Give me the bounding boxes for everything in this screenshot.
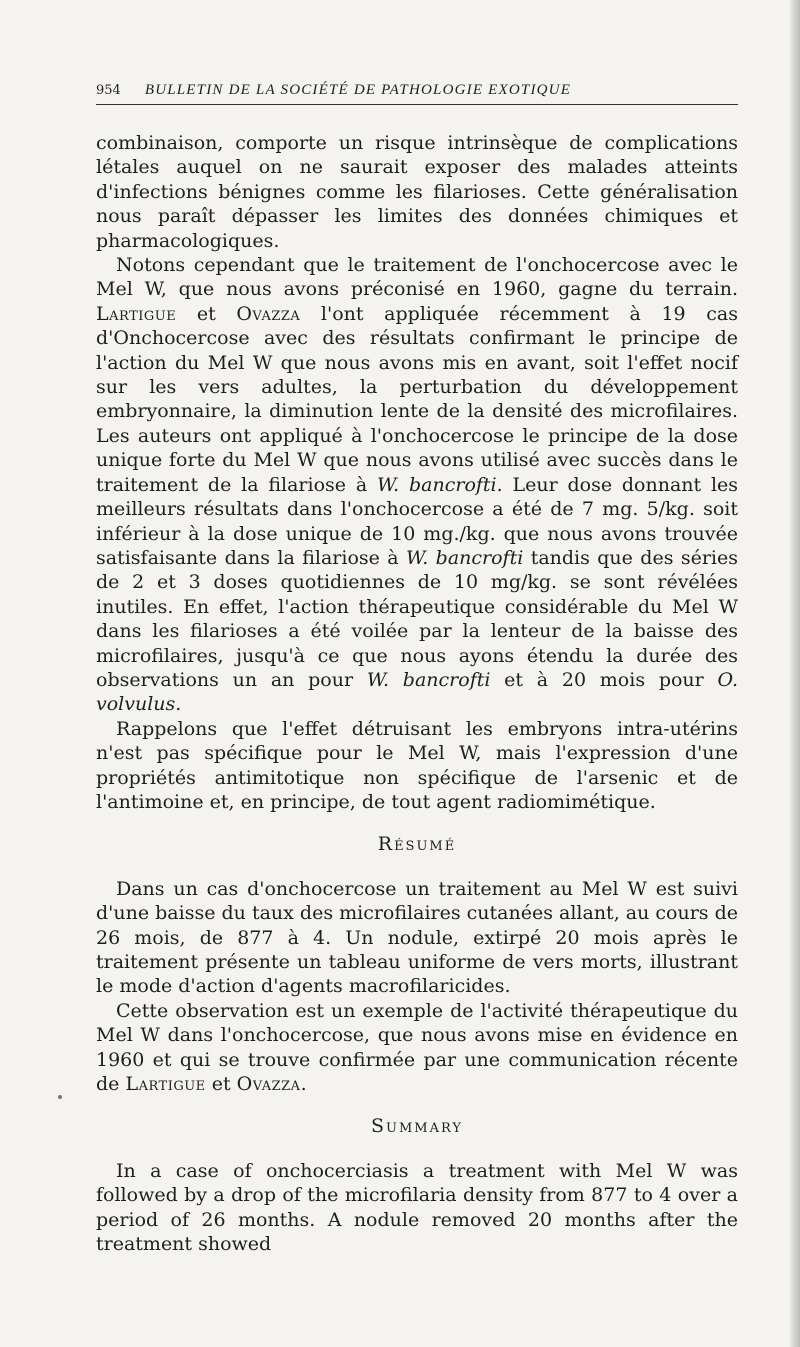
resume-paragraph-1: Dans un cas d'onchocercose un traitement au Mel W est suivi d'une baisse du taux des microfilaires cutanées allant, au cours de 26 mois, de 877 à 4. Un nodule, extirpé 20 mois après le traitement présente un tableau uniforme de vers morts, illustrant le mode d'action d'agents macrofilaricides. — [96, 877, 738, 998]
running-title: BULLETIN DE LA SOCIÉTÉ DE PATHOLOGIE EXOTIQUE — [144, 82, 572, 98]
text-run: . — [300, 1073, 307, 1096]
species-name: W. bancrofti. — [376, 473, 503, 496]
text-run: tandis que des séries de 2 et 3 doses quotidiennes de 10 mg/kg. se sont révélées inutiles. En effet, l'action thérapeutique considérable du Mel W dans les filarioses a été voilée par la lenteur de la baisse des microfilaires, jusqu'à ce que nous ayons étendu la durée des observations un an pour — [96, 546, 739, 691]
author-name-ovazza: Ovazza — [236, 302, 301, 325]
text-run: Notons cependant que le traitement de l'onchocercose avec le Mel W, que nous avons préconisé en 1960, gagne du terrain. — [96, 254, 738, 301]
page — [96, 82, 738, 1256]
article-body — [96, 131, 738, 1256]
text-run: Leur dose donnant les meilleurs résultats dans l'onchocercose a été de 7 mg. 5/kg. soit inférieur à la dose unique de 10 mg./kg. que nous avons trouvée satisfaisante dans la filariose à — [96, 473, 739, 569]
author-name-ovazza: Ovazza — [236, 1073, 301, 1096]
margin-speck — [58, 1095, 62, 1099]
paragraph-embryo-effect: Rappelons que l'effet détruisant les embryons intra-utérins n'est pas spécifique pour le Mel W, mais l'expression d'une propriétés antimitotique non spécifique de l'arsenic et de l'antimoine et, en principe, de tout agent radiomimétique. — [96, 717, 738, 813]
text-run: et — [176, 302, 237, 325]
summary-heading: Summary — [371, 1115, 463, 1138]
page-edge-shadow — [790, 0, 800, 1347]
species-name: W. bancrofti — [366, 668, 491, 691]
text-run: Cette observation est un exemple de l'activité thérapeutique du Mel W dans l'onchocercose, que nous avons mise en évidence en 1960 et qui se trouve confirmée par une communication récente de — [96, 999, 738, 1096]
paragraph-continuation: combinaison, comporte un risque intrinsèque de complications létales auquel on ne saurait exposer des malades atteints d'infections bénignes comme les filarioses. Cette généralisation nous paraît dépasser les limites des données chimiques et pharmacologiques. — [96, 132, 738, 252]
summary-paragraph-1: In a case of onchocerciasis a treatment with Mel W was followed by a drop of the microfilaria density from 877 to 4 over a period of 26 months. A nodule removed 20 months after the treatment showed — [96, 1159, 738, 1256]
page-number: 954 — [96, 83, 121, 98]
text-run: l'ont appliquée récemment à 19 cas d'Onchocercose avec des résultats confirmant le principe de l'action du Mel W que nous avons mis en avant, soit l'effet nocif sur les vers adultes, la perturbation du développement embryonnaire, la diminution lente de la densité des microfilaires. Les auteurs ont appliqué à l'onchocercose le principe de la dose unique forte du Mel W que nous avons utilisé avec succès dans le traitement de la filariose à — [96, 302, 738, 496]
resume-paragraph-2 — [96, 999, 738, 1097]
author-name-lartigue: Lartigue — [125, 1073, 206, 1096]
text-run: et à 20 mois pour — [490, 668, 718, 691]
resume-heading: Résumé — [377, 833, 457, 856]
author-name-lartigue: Lartigue — [96, 302, 177, 325]
running-header — [96, 82, 738, 105]
paragraph-onchocercose-treatment — [96, 253, 738, 717]
species-name: O. volvulus. — [96, 668, 738, 716]
text-run: et — [205, 1073, 237, 1096]
species-name: W. bancrofti — [406, 546, 524, 569]
